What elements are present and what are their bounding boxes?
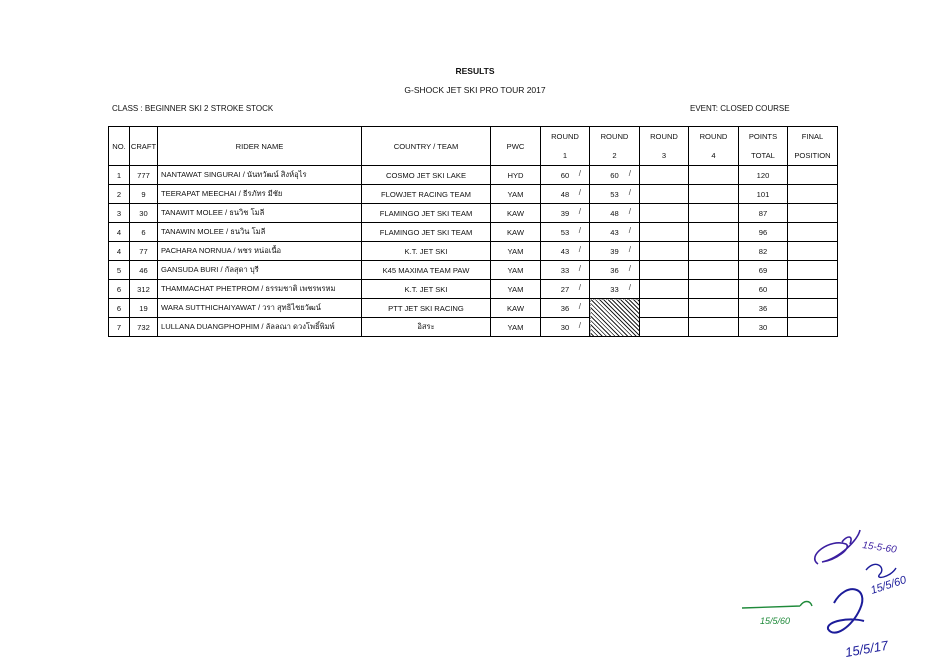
cell-round2: 60 /: [590, 166, 640, 185]
cell-round4: [689, 318, 739, 337]
cell-final: [788, 280, 838, 299]
cell-total: 82: [739, 242, 788, 261]
cell-round3: [640, 185, 689, 204]
cell-craft: 732: [130, 318, 158, 337]
signature-green: [740, 592, 830, 632]
table-row: [109, 204, 838, 223]
cell-no: 5: [109, 261, 130, 280]
cell-pwc: YAM: [491, 261, 541, 280]
cell-pwc: KAW: [491, 204, 541, 223]
cell-no: 6: [109, 280, 130, 299]
col-final-position: FINAL POSITION: [788, 127, 838, 166]
cell-total: 87: [739, 204, 788, 223]
table-row: [109, 261, 838, 280]
cell-team: FLAMINGO JET SKI TEAM: [362, 204, 491, 223]
col-round3: ROUND 3: [640, 127, 689, 166]
cell-round4: [689, 299, 739, 318]
cell-final: [788, 242, 838, 261]
cell-round4: [689, 280, 739, 299]
cell-no: 1: [109, 166, 130, 185]
hatched-cell: [590, 299, 640, 337]
cell-round3: [640, 280, 689, 299]
cell-total: 30: [739, 318, 788, 337]
cell-round2: 48 /: [590, 204, 640, 223]
cell-rider: LULLANA DUANGPHOPHIM / ลัลลณา ดวงโพธิ์พิมพ์: [158, 318, 362, 337]
col-round1: ROUND 1: [541, 127, 590, 166]
cell-round4: [689, 261, 739, 280]
cell-round2: 43 /: [590, 223, 640, 242]
table-row: [109, 185, 838, 204]
tick-mark: /: [628, 264, 631, 273]
cell-round4: [689, 242, 739, 261]
cell-total: 120: [739, 166, 788, 185]
cell-rider: TEERAPAT MEECHAI / ธีรภัทร มีชัย: [158, 185, 362, 204]
table-row: [109, 166, 838, 185]
cell-pwc: KAW: [491, 223, 541, 242]
cell-final: [788, 166, 838, 185]
col-points-total: POINTS TOTAL: [739, 127, 788, 166]
col-country: COUNTRY / TEAM: [362, 127, 491, 166]
cell-round1: 36 /: [541, 299, 590, 318]
cell-craft: 6: [130, 223, 158, 242]
cell-rider: WARA SUTTHICHAIYAWAT / วรา สุทธิไชยวัฒน์: [158, 299, 362, 318]
cell-round3: [640, 242, 689, 261]
cell-team: FLOWJET RACING TEAM: [362, 185, 491, 204]
tick-mark: /: [628, 283, 631, 292]
cell-round2: 33 /: [590, 280, 640, 299]
table-row: [109, 242, 838, 261]
cell-round1: 33 /: [541, 261, 590, 280]
cell-no: 3: [109, 204, 130, 223]
cell-round1: 43 /: [541, 242, 590, 261]
cell-rider: THAMMACHAT PHETPROM / ธรรมชาติ เพชรพรหม: [158, 280, 362, 299]
cell-round1: 39 /: [541, 204, 590, 223]
tick-mark: /: [578, 188, 581, 197]
cell-craft: 30: [130, 204, 158, 223]
cell-team: FLAMINGO JET SKI TEAM: [362, 223, 491, 242]
cell-final: [788, 185, 838, 204]
event-label: EVENT: CLOSED COURSE: [690, 104, 790, 113]
cell-team: COSMO JET SKI LAKE: [362, 166, 491, 185]
cell-rider: TANAWIN MOLEE / ธนวิน โมลี: [158, 223, 362, 242]
signature-date: 15/5/17: [843, 637, 890, 660]
cell-round1: 48 /: [541, 185, 590, 204]
col-no: NO.: [109, 127, 130, 166]
cell-round2: 36 /: [590, 261, 640, 280]
cell-round3: [640, 223, 689, 242]
cell-total: 96: [739, 223, 788, 242]
col-craft: CRAFT: [130, 127, 158, 166]
tick-mark: /: [578, 321, 581, 330]
cell-round3: [640, 318, 689, 337]
col-round2: ROUND 2: [590, 127, 640, 166]
col-pwc: PWC: [491, 127, 541, 166]
cell-round4: [689, 223, 739, 242]
cell-pwc: YAM: [491, 318, 541, 337]
cell-team: อิสระ: [362, 318, 491, 337]
signature-date: 15-5-60: [861, 540, 898, 556]
table-row: [109, 223, 838, 242]
cell-round3: [640, 204, 689, 223]
cell-craft: 9: [130, 185, 158, 204]
cell-no: 2: [109, 185, 130, 204]
cell-final: [788, 318, 838, 337]
cell-rider: GANSUDA BURI / กัลสุดา บุรี: [158, 261, 362, 280]
tick-mark: /: [628, 188, 631, 197]
col-rider: RIDER NAME: [158, 127, 362, 166]
cell-craft: 312: [130, 280, 158, 299]
cell-pwc: HYD: [491, 166, 541, 185]
tick-mark: /: [578, 283, 581, 292]
tick-mark: /: [628, 226, 631, 235]
tick-mark: /: [578, 245, 581, 254]
cell-round2: 53 /: [590, 185, 640, 204]
signature-blue-large: [820, 575, 900, 670]
cell-round2: 39 /: [590, 242, 640, 261]
cell-total: 60: [739, 280, 788, 299]
cell-pwc: YAM: [491, 242, 541, 261]
col-round4: ROUND 4: [689, 127, 739, 166]
tick-mark: /: [578, 264, 581, 273]
cell-round3: [640, 166, 689, 185]
table-row: [109, 280, 838, 299]
cell-final: [788, 204, 838, 223]
signature-date: 15/5/60: [869, 574, 908, 597]
cell-team: K.T. JET SKI: [362, 242, 491, 261]
cell-no: 4: [109, 242, 130, 261]
tick-mark: /: [578, 302, 581, 311]
cell-craft: 77: [130, 242, 158, 261]
tick-mark: /: [628, 207, 631, 216]
table-header-row: [109, 127, 838, 166]
cell-no: 4: [109, 223, 130, 242]
report-title: RESULTS: [455, 66, 495, 76]
cell-rider: NANTAWAT SINGURAI / นันทวัฒน์ สิงห์อุไร: [158, 166, 362, 185]
cell-total: 101: [739, 185, 788, 204]
cell-pwc: YAM: [491, 185, 541, 204]
cell-round1: 53 /: [541, 223, 590, 242]
cell-rider: PACHARA NORNUA / พชร หน่อเนื้อ: [158, 242, 362, 261]
cell-round1: 27 /: [541, 280, 590, 299]
cell-round3: [640, 299, 689, 318]
tick-mark: /: [578, 226, 581, 235]
cell-round4: [689, 185, 739, 204]
cell-total: 69: [739, 261, 788, 280]
cell-team: PTT JET SKI RACING: [362, 299, 491, 318]
tick-mark: /: [628, 169, 631, 178]
cell-pwc: KAW: [491, 299, 541, 318]
cell-craft: 46: [130, 261, 158, 280]
cell-craft: 19: [130, 299, 158, 318]
cell-round4: [689, 166, 739, 185]
class-label: CLASS : BEGINNER SKI 2 STROKE STOCK: [112, 104, 274, 113]
table-row: [109, 299, 838, 318]
table-row: [109, 318, 838, 337]
cell-no: 7: [109, 318, 130, 337]
tick-mark: /: [578, 169, 581, 178]
cell-craft: 777: [130, 166, 158, 185]
tick-mark: /: [628, 245, 631, 254]
results-table: [108, 126, 838, 337]
cell-final: [788, 223, 838, 242]
cell-final: [788, 299, 838, 318]
cell-round3: [640, 261, 689, 280]
signature-date: 15/5/60: [760, 616, 791, 626]
cell-no: 6: [109, 299, 130, 318]
cell-team: K.T. JET SKI: [362, 280, 491, 299]
cell-round1: 30 /: [541, 318, 590, 337]
tick-mark: /: [578, 207, 581, 216]
cell-rider: TANAWIT MOLEE / ธนวิช โมลี: [158, 204, 362, 223]
cell-round4: [689, 204, 739, 223]
event-subtitle: G-SHOCK JET SKI PRO TOUR 2017: [404, 85, 546, 95]
cell-team: K45 MAXIMA TEAM PAW: [362, 261, 491, 280]
cell-pwc: YAM: [491, 280, 541, 299]
cell-round1: 60 /: [541, 166, 590, 185]
cell-total: 36: [739, 299, 788, 318]
cell-final: [788, 261, 838, 280]
